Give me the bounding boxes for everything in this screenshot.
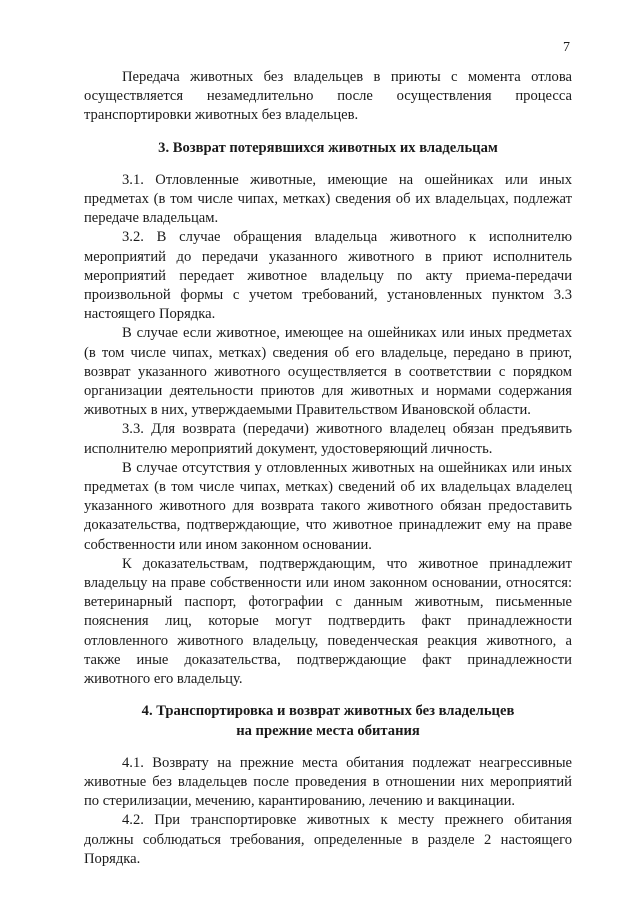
section-3-paragraph: 3.2. В случае обращения владельца животного к исполнителю мероприятий до передачи указанного животного в приют исполнитель мероприятий передает животное владельцу по акту приема-передачи произвольной формы с учетом требований, установленных пунктом 3.3 настоящего Порядка.: [84, 229, 572, 323]
section-3-paragraph: В случае если животное, имеющее на ошейниках или иных предметах (в том числе чипах, метках) сведения об его владельце, передано в приют, возврат указанного животного осуществляется в соответствии с порядком организации деятельности приютов для животных и нормами содержания животных в них, утверждаемыми Правительством Ивановской области.: [84, 325, 572, 419]
section-3-heading: 3. Возврат потерявшихся животных их владельцам: [158, 139, 498, 156]
section-3-paragraph: В случае отсутствия у отловленных животных на ошейниках или иных предметах (в том числе чипах, метках) сведений об их владельцах владелец указанного животного для возврата такого животного обязан предоставить доказательства, подтверждающие, что животное принадлежит ему на праве собственности или ином законном основании.: [84, 459, 572, 553]
intro-paragraph: Передача животных без владельцев в приюты с момента отлова осуществляется незамедлительно после осуществления процесса транспортировки животных без владельцев.: [84, 69, 572, 124]
section-3-paragraph: К доказательствам, подтверждающим, что животное принадлежит владельцу на праве собственности или ином законном основании, относятся: ветеринарный паспорт, фотографии с данным животным, письменные пояснения лиц, которые могут подтвердить факт принадлежности отловленного животного владельцу, поведенческая реакция животного, а также иные доказательства, подтверждающие факт принадлежности животного его владельцу.: [84, 555, 572, 688]
page-content: [84, 68, 572, 869]
section-4-paragraph: 4.2. При транспортировке животных к месту прежнего обитания должны соблюдаться требования, определенные в разделе 2 настоящего Порядка.: [84, 812, 572, 867]
section-4-heading-line-1: 4. Транспортировка и возврат животных без владельцев: [141, 703, 515, 720]
section-4-paragraph: 4.1. Возврату на прежние места обитания подлежат неагрессивные животные без владельцев после проведения в отношении них мероприятий по стерилизации, мечению, карантированию, лечению и вакцинации.: [84, 754, 572, 810]
section-4-heading-line-2: на прежние места обитания: [236, 722, 420, 739]
section-3-paragraph: 3.3. Для возврата (передачи) животного владелец обязан предъявить исполнителю мероприятий документ, удостоверяющий личность.: [84, 421, 572, 457]
section-4-heading: [84, 702, 572, 740]
page-number: 7: [563, 40, 570, 55]
section-3-paragraph: 3.1. Отловленные животные, имеющие на ошейниках или иных предметах (в том числе чипах, метках) сведения об их владельцах, подлежат передаче владельцам.: [84, 171, 572, 227]
